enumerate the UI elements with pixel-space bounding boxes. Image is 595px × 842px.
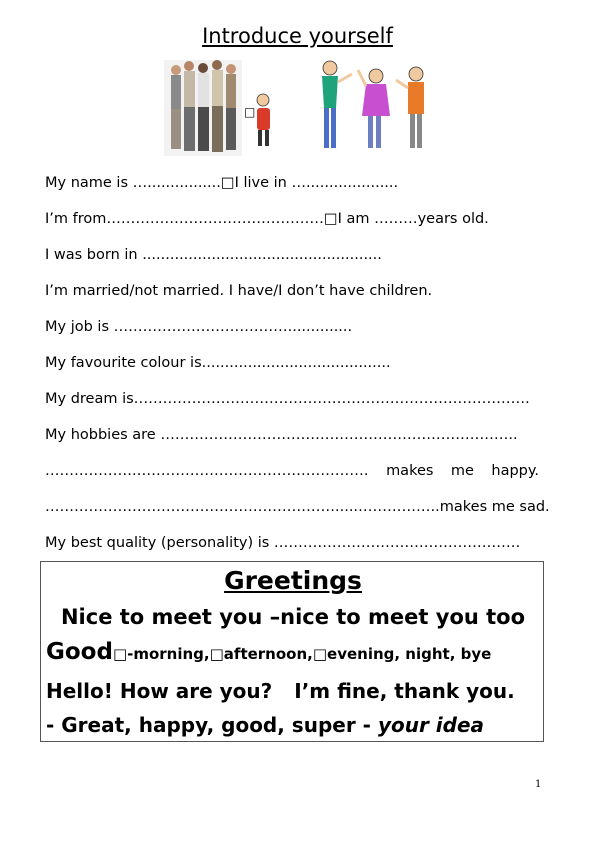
job-line: My job is ………………………………..............: [45, 319, 353, 335]
greeting-adjectives: - Great, happy, good, super -: [46, 713, 371, 737]
greeting-good: Good: [46, 639, 113, 665]
colour-line: My favourite colour is.........................................: [45, 355, 391, 371]
placeholder-glyph-icon: □: [244, 105, 256, 119]
greeting-hello: Hello! How are you?: [46, 679, 273, 703]
happy-word-me: me: [450, 463, 474, 479]
greeting-line-4: [46, 713, 484, 737]
name-line: My name is …................□I live in …....................: [45, 175, 399, 191]
happy-word-makes: makes: [386, 463, 434, 479]
happy-line: [45, 463, 539, 479]
page-number: 1: [535, 779, 542, 790]
quality-line: My best quality (personality) is ……………………………………………: [45, 535, 521, 551]
greetings-box: [40, 561, 544, 742]
greeting-line-2: [46, 639, 491, 665]
page-title: Introduce yourself: [202, 24, 393, 48]
greeting-line-3: [46, 679, 515, 703]
born-line: I was born in ....................................................: [45, 247, 382, 263]
greetings-title: Greetings: [224, 566, 362, 595]
sad-line: …………………………………………………….....……………..makes me sad.: [45, 499, 550, 515]
married-line: I’m married/not married. I have/I don’t have children.: [45, 283, 433, 299]
happy-word-happy: happy.: [491, 463, 539, 479]
happy-blank: ……………….…………………………………………: [45, 463, 369, 479]
greeting-times: □-morning,□afternoon,□evening, night, bye: [112, 645, 492, 663]
group-people-image: [164, 60, 242, 156]
hobbies-line: My hobbies are ………………………………………………………………..: [45, 427, 518, 443]
greeting-your-idea: your idea: [377, 713, 485, 737]
greeting-people-image: [322, 61, 424, 148]
dream-line: My dream is……………………………………………………………………….: [45, 391, 530, 407]
small-person-image: [257, 94, 270, 146]
from-line: I’m from………………………………………□I am ………years old.: [45, 211, 489, 227]
greeting-line-1: Nice to meet you –nice to meet you too: [60, 605, 526, 629]
people-clipart: [162, 56, 442, 160]
greeting-reply: I’m fine, thank you.: [294, 679, 515, 703]
